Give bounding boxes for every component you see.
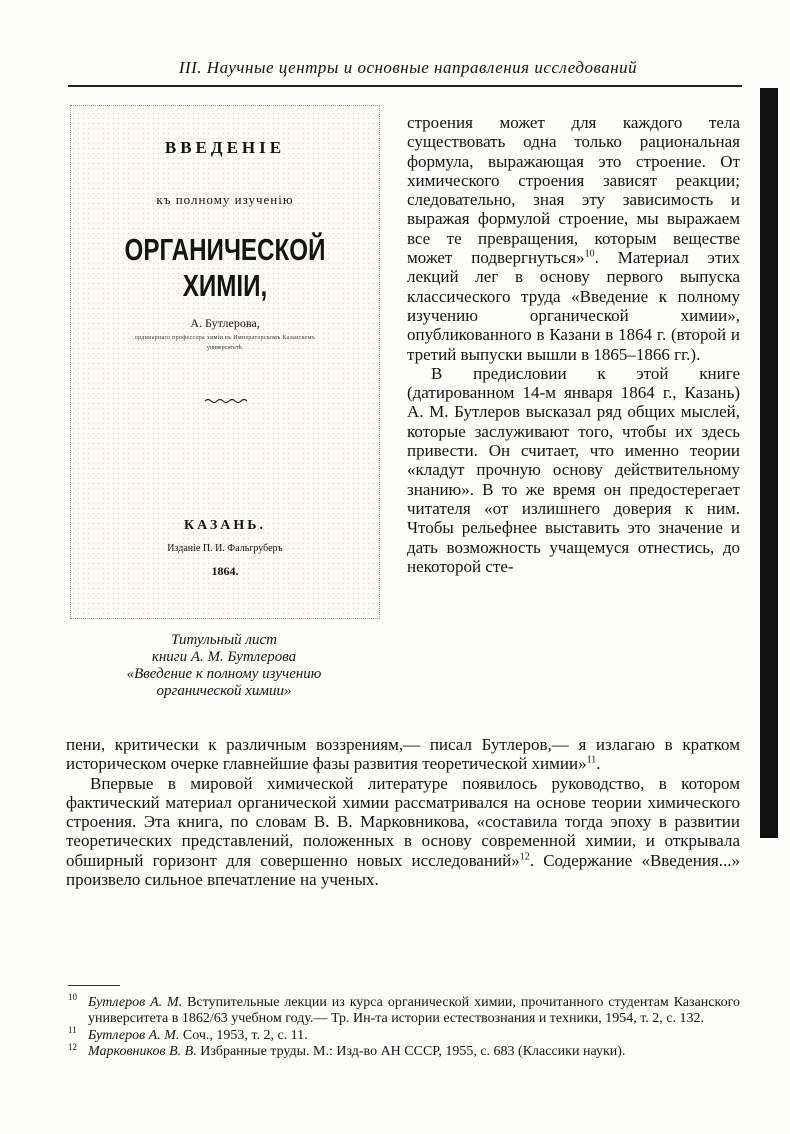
title-page-subtitle: къ полному изученію <box>156 192 294 207</box>
paragraph-text: Впервые в мировой химической литературе появилось руководство, в котором фактический материал органической химии рассматривался на основе теории химического строения. Эта книга, по словам В. В. Марковникова, «составила тогда эпоху в развитии теоретических представлений, положенных в основу современной химии, и открывала обширный горизонт для совершенно новых исследований» <box>66 773 740 870</box>
paragraph-text: строения может для каждого тела существовать одна только рациональная формула, выражающая это строение. От химического строения зависят реакции; следовательно, зная эту зависимость и выражая формулой строение, мы выражаем все те превращения, которым веществе может подвергнуться» <box>407 113 740 268</box>
footnote-ref: 10 <box>584 248 595 260</box>
title-page-city: КАЗАНЬ. <box>183 518 267 533</box>
footnote: 11 Бутлеров А. М. Соч., 1953, т. 2, с. 11. <box>68 1025 308 1043</box>
footnote: 10 Бутлеров А. М. Вступительные лекции из курса органической химии, прочитанного студентам Казанского университета в 1862/63 учебном году.— Тр. Ин-та истории естествознания и техники, 1954, т. 2, с. 132. <box>68 992 740 1027</box>
title-page-image <box>70 105 380 619</box>
paragraph-text: . Содержание «Введения...» произвело сильное впечатление на ученых. <box>66 850 740 890</box>
title-page-year: 1864. <box>211 564 239 578</box>
right-column-text <box>407 113 740 576</box>
footnote-text: Соч., 1953, т. 2, с. 11. <box>179 1027 308 1043</box>
title-page-author-desc-2: университетѣ. <box>206 345 244 351</box>
caption-line: Титульный лист <box>171 632 277 648</box>
footnote-author: Бутлеров А. М. <box>88 995 183 1010</box>
header-rule <box>68 85 742 87</box>
title-page-author: А. Бутлерова, <box>190 316 260 330</box>
paragraph-text: . <box>596 754 601 774</box>
paragraph: В предисловии к этой книге (датированном 14-м января 1864 г., Казань) А. М. Бутлеров высказал ряд общих мыслей, которые заслуживают того, чтобы их здесь привести. Он считает, что именно теории «кладут прочную основу действительному знанию». В то же время он предостерегает читателя «от излишнего доверия к ним. Чтобы рельефнее выставить это значение и дать возможность учащемуся отнестись, до некоторой сте- <box>407 363 740 576</box>
paragraph <box>66 774 740 890</box>
footnote-rule <box>68 985 120 986</box>
footnote-author: Бутлеров А. М. <box>88 1027 180 1043</box>
footnotes <box>68 992 740 1061</box>
footnote-ref: 11 <box>586 754 597 766</box>
caption-line: «Введение к полному изучению <box>126 666 322 682</box>
title-page-title: ВВЕДЕНІЕ <box>164 138 286 157</box>
caption-line: органической химии» <box>156 683 292 699</box>
footnote: 12 Марковников В. В. Избранные труды. М.: Изд-во АН СССР, 1955, с. 683 (Классики науки). <box>68 1041 626 1060</box>
footnote-ref: 12 <box>519 851 530 863</box>
title-page-author-desc-1: ординарнаго профессора химіи въ Императорскомъ Казанскомъ <box>134 335 316 341</box>
caption-line: книги А. М. Бутлерова <box>151 649 297 665</box>
title-page-publisher: Изданіе П. И. Фальгруберъ <box>167 543 283 554</box>
paragraph-text: . Материал этих лекций лег в основу первого выпуска классического труда «Введение к полному изучению органической химии», опубликованного в Казани в 1864 г. (второй и третий выпуски вышли в 1865–1866 гг.). <box>407 248 740 364</box>
paragraph <box>407 113 740 364</box>
paragraph-text: пени, критически к различным воззрениям,— писал Бутлеров,— я излагаю в кратком историческом очерке главнейшие фазы развития теоретической химии» <box>66 735 740 774</box>
footnote-author: Марковников В. В. <box>88 1044 197 1060</box>
scan-edge-shadow <box>760 88 778 838</box>
footnote-text: Избранные труды. М.: Изд-во АН СССР, 1955, с. 683 (Классики науки). <box>196 1044 626 1060</box>
footnote-text: Вступительные лекции из курса органической химии, прочитанного студентам Казанского университета в 1862/63 учебном году.— Тр. Ин-та истории естествознания и техники, 1954, т. 2, с. 132. <box>88 995 740 1027</box>
ornament-divider <box>71 398 379 404</box>
title-page-main-title: ОРГАНИЧЕСКОЙ ХИМІИ, <box>124 232 326 303</box>
running-header: III. Научные центры и основные направления исследований <box>178 58 638 77</box>
figure-caption <box>70 632 378 700</box>
paragraph <box>66 735 740 774</box>
full-width-text <box>66 735 740 889</box>
